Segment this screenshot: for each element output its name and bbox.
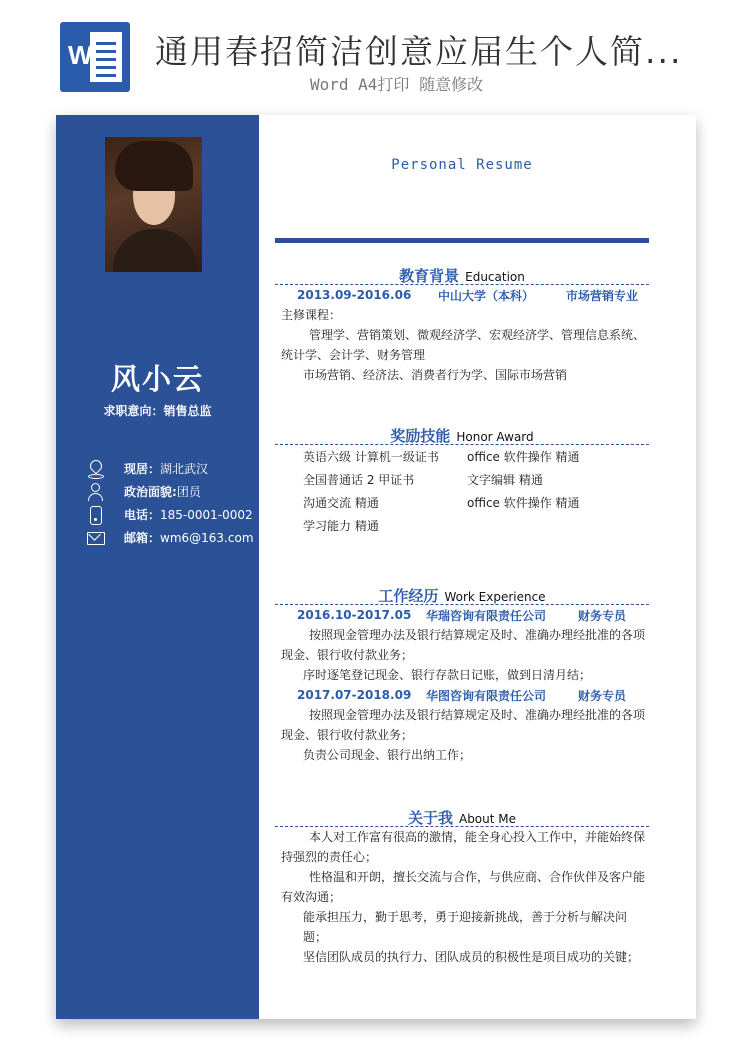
education-section (275, 263, 649, 385)
job-company: 华图咨询有限责任公司 (426, 688, 547, 703)
contact-label: 电话： (124, 508, 161, 522)
phone-icon (86, 506, 106, 524)
about-paragraph: 能承担压力，勤于思考，勇于迎接新挑战，善于分析与解决问题； (303, 910, 628, 944)
main-column (275, 115, 649, 1019)
section-heading (275, 263, 649, 285)
skill-list (275, 445, 649, 538)
contact-label: 现居： (124, 462, 161, 476)
section-heading (275, 805, 649, 827)
contact-value: 湖北武汉 (160, 462, 209, 476)
section-title-en: About Me (458, 812, 517, 826)
contact-phone (86, 503, 254, 526)
document-subtitle: Word A4打印 随意修改 (310, 75, 484, 94)
section-title-cn: 工作经历 (378, 587, 439, 605)
title-divider (275, 238, 649, 243)
skill-item: 文字编辑 精通 (467, 473, 543, 487)
document-banner (0, 0, 750, 110)
contact-label: 政治面貌: (124, 485, 177, 499)
education-major: 市场营销专业 (566, 288, 639, 303)
job-duty: 按照现金管理办法及银行结算规定及时、准确办理经批准的各项现金、银行收付款业务； (281, 708, 646, 742)
resume-page (56, 115, 696, 1019)
course-list: 管理学、营销策划、微观经济学、宏观经济学、管理信息系统、统计学、会计学、财务管理 (281, 328, 646, 362)
job-intent-label: 求职意向： (103, 404, 164, 418)
section-heading (275, 423, 649, 445)
job-row (275, 605, 649, 625)
section-heading (275, 583, 649, 605)
education-period: 2013.09-2016.06 (297, 288, 412, 302)
section-title-cn: 关于我 (407, 809, 453, 827)
job-role: 财务专员 (578, 688, 627, 703)
skill-item: 学习能力 精通 (303, 519, 379, 533)
section-title-en: Work Experience (444, 590, 546, 604)
contact-email (86, 526, 254, 549)
contact-value: wm6@163.com (160, 530, 254, 545)
job-role: 财务专员 (578, 608, 627, 623)
job-intent-value: 销售总监 (163, 404, 212, 418)
job-row (275, 685, 649, 705)
word-icon (60, 22, 130, 92)
work-section (275, 583, 649, 765)
section-title-en: Education (465, 270, 525, 284)
about-section (275, 805, 649, 967)
job-company: 华瑞咨询有限责任公司 (426, 608, 547, 623)
about-paragraph: 性格温和开朗，擅长交流与合作，与供应商、合作伙伴及客户能有效沟通； (281, 870, 646, 904)
skill-item: office 软件操作 精通 (467, 450, 580, 464)
job-period: 2017.07-2018.09 (297, 688, 412, 702)
sidebar (56, 115, 259, 1019)
section-title-cn: 教育背景 (399, 267, 460, 285)
document-title: 通用春招简洁创意应届生个人简... (155, 32, 683, 71)
section-title-cn: 奖励技能 (390, 427, 451, 445)
awards-section (275, 423, 649, 538)
skill-item: 全国普通话 2 甲证书 (303, 473, 415, 487)
education-row (275, 285, 649, 305)
section-title-en: Honor Award (456, 430, 534, 444)
word-icon-letter: W (68, 40, 93, 70)
resume-title: Personal Resume (391, 157, 533, 173)
contact-label: 邮箱： (124, 531, 161, 545)
job-duty: 序时逐笔登记现金、银行存款日记账，做到日清月结； (303, 668, 592, 682)
location-pin-icon (86, 460, 106, 478)
profile-photo (105, 137, 202, 272)
job-intent (56, 402, 259, 419)
contact-value: 185-0001-0002 (160, 507, 253, 522)
about-paragraph: 本人对工作富有很高的激情，能全身心投入工作中，并能始终保持强烈的责任心； (281, 830, 646, 864)
job-duty: 负责公司现金、银行出纳工作； (303, 748, 472, 762)
candidate-name: 风小云 (110, 362, 204, 396)
contact-location (86, 457, 254, 480)
course-label: 主修课程： (281, 308, 342, 322)
skill-item: 英语六级 计算机一级证书 (303, 450, 439, 464)
contact-value: 团员 (176, 485, 201, 499)
contact-political (86, 480, 254, 503)
contact-list (86, 457, 254, 549)
skill-item: office 软件操作 精通 (467, 496, 580, 510)
education-school: 中山大学（本科） (438, 288, 535, 303)
job-duty: 按照现金管理办法及银行结算规定及时、准确办理经批准的各项现金、银行收付款业务； (281, 628, 646, 662)
about-paragraph: 坚信团队成员的执行力、团队成员的积极性是项目成功的关键； (303, 950, 640, 964)
person-icon (86, 483, 106, 501)
mail-icon (86, 529, 106, 547)
job-period: 2016.10-2017.05 (297, 608, 412, 622)
skill-item: 沟通交流 精通 (303, 496, 379, 510)
course-list: 市场营销、经济法、消费者行为学、国际市场营销 (303, 368, 568, 382)
